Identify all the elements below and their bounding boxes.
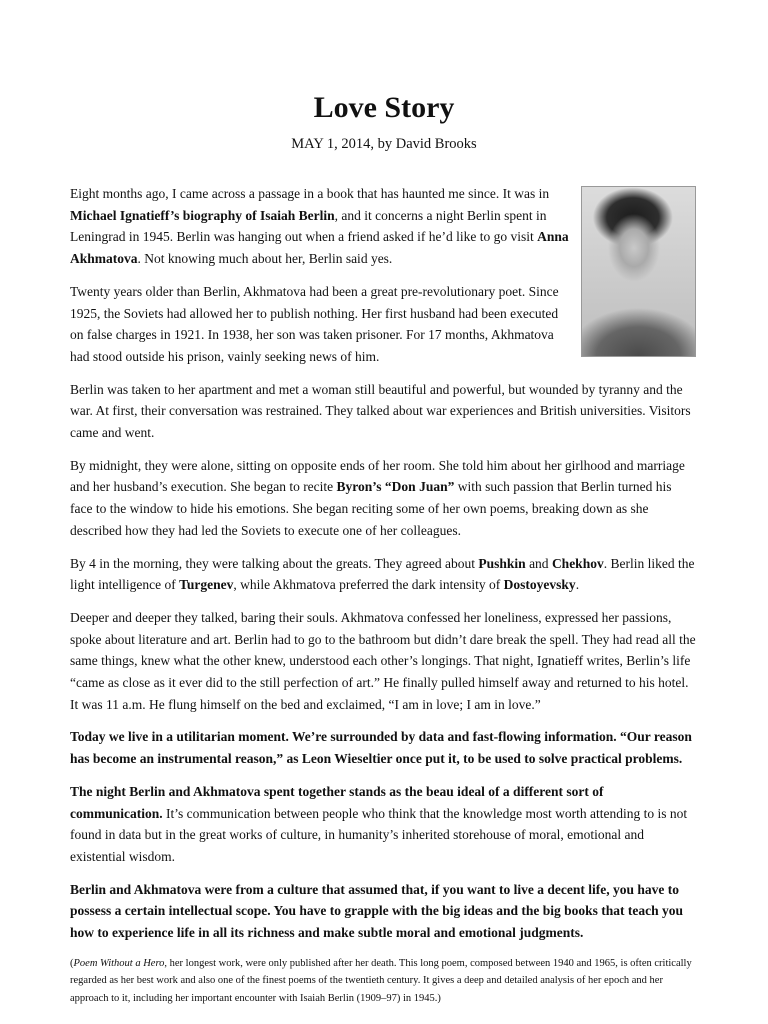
paragraph [70,379,696,444]
paragraph [70,455,696,542]
article-body [70,183,696,1018]
text-run: with such passion that Berlin turned his face to the window to hide his emotions. She began reciting some of her own poems, breaking down as she described how they had led the Soviets to execute one of her colleagues. [70,479,672,538]
text-run: It’s communication between people who think that the knowledge most worth attending to is not found in data but in the great works of culture, in humanity’s inherited storehouse of moral, emotional and existential wisdom. [70,805,688,864]
text-run: Eight months ago, I came across a passage in a book that has haunted me since. It was in [70,186,550,201]
paragraph [70,879,696,944]
text-run: ( [70,957,74,969]
text-run: By 4 in the morning, they were talking about the greats. They agreed about [70,555,479,571]
article-title: Love Story [313,91,455,124]
text-run: By midnight, they were alone, sitting on opposite ends of her room. She told him about her girlhood and marriage and her husband’s execution. She began to recite [70,457,685,495]
bold-text: Today we live in a utilitarian moment. We’re surrounded by data and fast-flowing information. “Our reason has become an instrumental reason,” as Leon Wieseltier once put it, to be used to solve practical problems. [70,729,692,767]
bold-text: Chekhov [551,555,604,571]
bold-text: Anna Akhmatova [70,229,569,267]
bold-text: Dostoyevsky [503,577,576,593]
text-run: , her longest work, were only published after her death. This long poem, composed between 1940 and 1965, is often critically regarded as her best work and also one of the finest poems of the twentieth century. It gives a deep and detailed analysis of her epoch and her approach to it, including her important encounter with Isaiah Berlin (1909–97) in 1945.) [70,957,692,1004]
portrait-photo-icon [581,186,696,357]
bold-text: Michael Ignatieff’s biography of Isaiah Berlin [70,207,335,223]
text-run: . Berlin liked the light intelligence of [70,555,695,593]
bold-text: The night Berlin and Akhmatova spent together stands as the beau ideal of a different sort of communication. [70,783,604,821]
text-run: Berlin was taken to her apartment and met a woman still beautiful and powerful, but wounded by tyranny and the war. At first, their conversation was restrained. They talked about war experiences and British universities. Visitors came and went. [70,381,691,441]
paragraph [70,607,696,716]
text-run: . Not knowing much about her, Berlin said yes. [137,251,393,267]
text-run: and [525,555,552,571]
text-run: Twenty years older than Berlin, Akhmatova had been a great pre-revolutionary poet. Since 1925, the Soviets had allowed her to publish nothing. Her first husband had been executed on false charges in 1921. In 1938, her son was taken prisoner. For 17 months, Akhmatova had stood outside his prison, vainly seeking news of him. [70,283,559,364]
footnote [70,955,696,1008]
bold-text: Byron’s “Don Juan” [336,479,455,495]
paragraph [70,781,696,868]
bold-text: Turgenev [179,577,234,593]
text-run: Deeper and deeper they talked, baring their souls. Akhmatova confessed her loneliness, expressed her passions, spoke about literature and art. Berlin had to go to the bathroom but didn’t dare break the spell. They had read all the same things, knew what the other knew, understood each other’s longings. That night, Ignatieff writes, Berlin’s life “came as close as it ever did to the still perfection of art.” He finally pulled himself away and returned to his hotel. It was 11 a.m. He flung himself on the bed and exclaimed, “I am in love; I am in love.” [70,609,696,712]
paragraph [70,553,696,596]
paragraph [70,726,696,769]
text-run: , while Akhmatova preferred the dark intensity of [233,577,504,593]
text-run: , and it concerns a night Berlin spent in Leningrad in 1945. Berlin was hanging out when a friend asked if he’d like to go visit [70,207,547,245]
italic-text: Poem Without a Hero [73,957,165,969]
bold-text: Pushkin [478,555,526,571]
article-byline: MAY 1, 2014, by David Brooks [291,136,477,152]
text-run: . [575,577,580,593]
bold-text: Berlin and Akhmatova were from a culture that assumed that, if you want to live a decent life, you have to possess a certain intellectual scope. You have to grapple with the big ideas and the big books that teach you how to experience life in all its richness and make subtle moral and emotional judgments. [70,881,684,941]
